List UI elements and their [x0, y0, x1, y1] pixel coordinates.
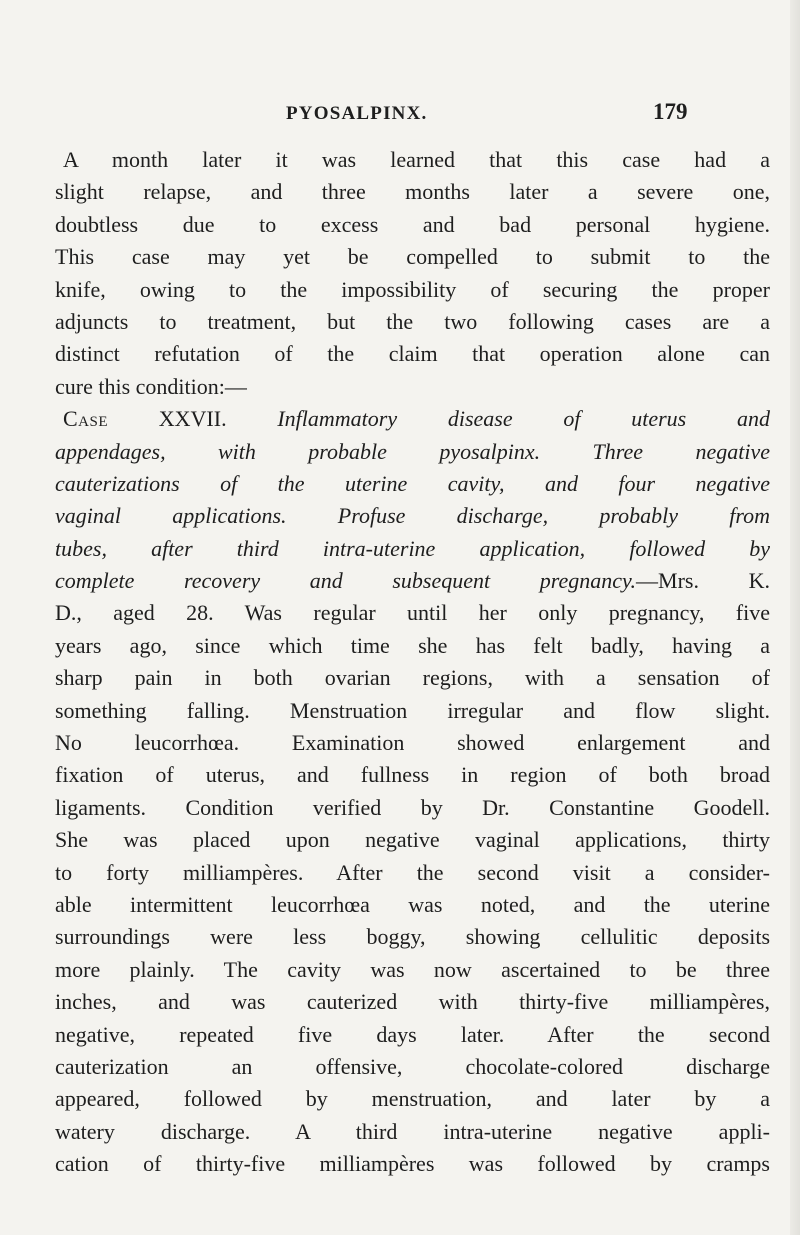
text-line: negative, repeated five days later. After the second	[55, 1021, 770, 1047]
body-text	[55, 144, 770, 1181]
text-line: able intermittent leucorrhœa was noted, and the uterine	[55, 891, 770, 917]
text-line: years ago, since which time she has felt badly, having a	[55, 632, 770, 658]
text-line: something falling. Menstruation irregular and flow slight.	[55, 697, 770, 723]
patient-intro: —Mrs. K.	[636, 568, 770, 594]
text-line: fixation of uterus, and fullness in region of both broad	[55, 762, 770, 788]
page-edge	[790, 0, 800, 1235]
case-number: XXVII.	[158, 406, 227, 432]
text-line: knife, owing to the impossibility of securing the proper	[55, 276, 770, 302]
page-header	[0, 99, 800, 133]
text-line: inches, and was cauterized with thirty-five milliampères,	[55, 989, 770, 1015]
case-label: Case	[63, 406, 109, 432]
text-line: cauterization an offensive, chocolate-colored discharge	[55, 1053, 770, 1079]
text-line: D., aged 28. Was regular until her only pregnancy, five	[55, 600, 770, 626]
text-line: slight relapse, and three months later a severe one,	[55, 179, 770, 205]
running-head: PYOSALPINX.	[286, 103, 428, 124]
text-line: vaginal applications. Profuse discharge, probably from	[55, 503, 770, 529]
text-line: doubtless due to excess and bad personal hygiene.	[55, 211, 770, 237]
text-line: ligaments. Condition verified by Dr. Constantine Goodell.	[55, 794, 770, 820]
page-number: 179	[653, 99, 688, 124]
text-line: cure this condition:—	[55, 373, 247, 399]
text-line: A month later it was learned that this case had a	[63, 147, 770, 172]
text-line: She was placed upon negative vaginal applications, thirty	[55, 827, 770, 853]
text-line: watery discharge. A third intra-uterine negative appli-	[55, 1118, 770, 1144]
case-summary-end: complete recovery and subsequent pregnancy.	[55, 568, 637, 594]
text-line: No leucorrhœa. Examination showed enlargement and	[55, 730, 770, 756]
case-heading-line	[55, 403, 770, 435]
text-line: more plainly. The cavity was now ascertained to be three	[55, 956, 770, 982]
text-line: tubes, after third intra-uterine application, followed by	[55, 535, 770, 561]
text-line: adjuncts to treatment, but the two following cases are a	[55, 308, 770, 334]
text-line: appeared, followed by menstruation, and later by a	[55, 1086, 770, 1112]
text-line: surroundings were less boggy, showing cellulitic deposits	[55, 924, 770, 950]
text-line: distinct refutation of the claim that operation alone can	[55, 341, 770, 367]
case-summary-end-line	[55, 565, 770, 597]
text-line: cation of thirty-five milliampères was followed by cramps	[55, 1151, 770, 1177]
case-title: Inflammatory disease of uterus and	[277, 406, 770, 432]
text-line: cauterizations of the uterine cavity, and four negative	[55, 470, 770, 496]
text-line: This case may yet be compelled to submit to the	[55, 244, 770, 270]
text-line: to forty milliampères. After the second visit a consider-	[55, 859, 770, 885]
text-line: sharp pain in both ovarian regions, with a sensation of	[55, 665, 770, 691]
text-line: appendages, with probable pyosalpinx. Three negative	[55, 438, 770, 464]
